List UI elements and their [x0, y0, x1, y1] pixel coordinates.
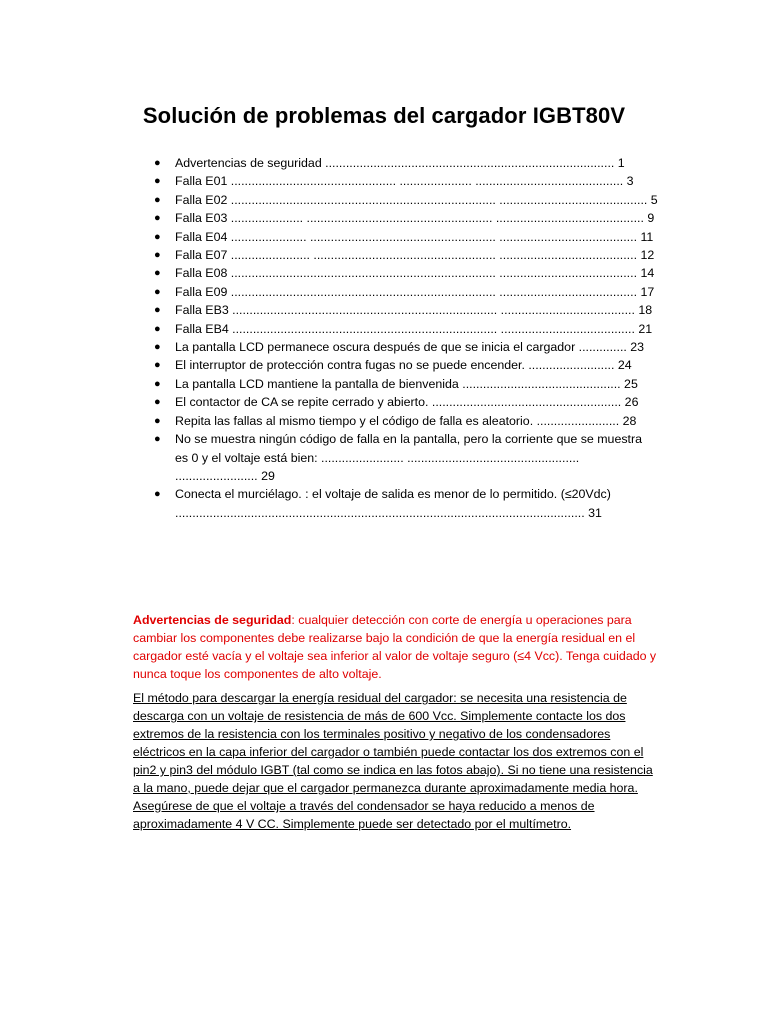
toc-item[interactable]: [150, 228, 654, 246]
bullet-icon: ●: [154, 322, 161, 335]
discharge-method-text: extremos de la resistencia con los terminales positivo y negativo de los condensadores: [133, 727, 611, 741]
toc-item[interactable]: [150, 283, 655, 301]
toc-item[interactable]: [150, 412, 637, 430]
toc-item[interactable]: [150, 393, 639, 411]
toc-item-text: La pantalla LCD mantiene la pantalla de bienvenida .............................................. 25: [175, 376, 638, 391]
toc-item-text: es 0 y el voltaje está bien: ........................ ..................................................: [175, 450, 580, 465]
bullet-icon: ●: [154, 341, 161, 354]
bullet-icon: ●: [154, 193, 161, 206]
safety-warning-text: nunca toque los componentes de alto voltaje.: [133, 667, 382, 681]
toc-item-text: Falla E09 ............................................................................. ........................................ 17: [175, 284, 655, 299]
bullet-icon: ●: [154, 433, 161, 446]
toc-item-text: ........................ 29: [175, 468, 275, 483]
toc-item[interactable]: [150, 356, 630, 374]
toc-item[interactable]: [150, 246, 655, 264]
toc-item-text: Falla EB3 ............................................................................. ....................................... 18: [175, 303, 653, 318]
toc-item[interactable]: [150, 375, 638, 393]
toc-item-text: El contactor de CA se repite cerrado y abierto. ....................................................... 26: [175, 395, 639, 410]
toc-item[interactable]: [150, 338, 645, 356]
toc-item[interactable]: [150, 430, 642, 485]
toc-item-text: La pantalla LCD permanece oscura después de que se inicia el cargador .............. 23: [175, 340, 645, 355]
toc-item-text: Falla E07 ....................... ..................................................... ........................................ 12: [175, 248, 655, 263]
toc-item-text: Falla EB4 ............................................................................. ....................................... 21: [175, 321, 653, 336]
toc-item-text: Falla E04 ...................... ...................................................... ........................................ 11: [175, 229, 654, 244]
toc-item-text: El interruptor de protección contra fugas no se puede encender. ......................... 24: [175, 358, 632, 373]
table-of-contents: [150, 154, 658, 522]
toc-item[interactable]: [150, 485, 630, 522]
toc-item-text: Repita las fallas al mismo tiempo y el código de falla es aleatorio. ........................ 28: [175, 413, 637, 428]
bullet-icon: ●: [154, 230, 161, 243]
bullet-icon: ●: [154, 414, 161, 427]
page-title: Solución de problemas del cargador IGBT80V: [142, 102, 626, 128]
bullet-icon: ●: [154, 488, 161, 501]
safety-warning-text: cargador esté vacía y el voltaje sea inferior al valor de voltaje seguro (≤4 Vcc). Tenga cuidado y: [133, 649, 657, 663]
discharge-method-text: a la mano, puede dejar que el cargador permanezca durante aproximadamente media hora.: [133, 781, 638, 795]
bullet-icon: ●: [154, 285, 161, 298]
toc-item-text: Falla E08 ............................................................................. ........................................ 14: [175, 266, 655, 281]
toc-item[interactable]: [150, 154, 630, 172]
bullet-icon: ●: [154, 396, 161, 409]
discharge-method-text: aproximadamente 4 V CC. Simplemente puede ser detectado por el multímetro.: [133, 817, 572, 831]
toc-item[interactable]: [150, 301, 653, 319]
bullet-icon: ●: [154, 212, 161, 225]
toc-item-text: ....................................................................................................................... 31: [175, 505, 602, 520]
discharge-method-text: eléctricos en la capa inferior del cargador o también puede contactar los dos extremos con el: [133, 745, 644, 759]
discharge-method-paragraph: [133, 689, 653, 833]
toc-item[interactable]: [150, 191, 658, 209]
bullet-icon: ●: [154, 267, 161, 280]
discharge-method-text: El método para descargar la energía residual del cargador: se necesita una resistencia de: [133, 691, 627, 705]
toc-item-text: Advertencias de seguridad .................................................................................... 1: [175, 156, 625, 170]
toc-item[interactable]: [150, 172, 634, 190]
toc-item-text: Falla E03 ..................... ...................................................... ........................................... 9: [175, 211, 655, 226]
bullet-icon: ●: [154, 359, 161, 372]
discharge-method-text: descarga con un voltaje de resistencia de más de 600 Vcc. Simplemente contacte los dos: [133, 709, 626, 723]
bullet-icon: ●: [154, 304, 161, 317]
toc-item[interactable]: [150, 209, 655, 227]
safety-warning-lead: Advertencias de seguridad: [133, 613, 292, 627]
toc-item-text: No se muestra ningún código de falla en la pantalla, pero la corriente que se muestra: [175, 432, 642, 447]
toc-item-text: Falla E01 ................................................ ..................... ........................................... 3: [175, 174, 634, 189]
bullet-icon: ●: [154, 249, 161, 262]
discharge-method-text: Asegúrese de que el voltaje a través del condensador se haya reducido a menos de: [133, 799, 595, 813]
toc-item[interactable]: [150, 264, 655, 282]
toc-item[interactable]: [150, 320, 653, 338]
discharge-method-text: pin2 y pin3 del módulo IGBT (tal como se indica en las fotos abajo). Si no tiene una resistencia: [133, 763, 653, 777]
bullet-icon: ●: [154, 175, 161, 188]
toc-item-text: Conecta el murciélago. : el voltaje de salida es menor de lo permitido. (≤20Vdc): [175, 487, 611, 502]
bullet-icon: ●: [154, 377, 161, 390]
safety-warning-text: cambiar los componentes debe realizarse bajo la condición de que la energía residual en el: [133, 631, 636, 645]
safety-warning-paragraph: [133, 611, 657, 683]
bullet-icon: ●: [154, 157, 161, 169]
safety-warning-text: : cualquier detección con corte de energía u operaciones para: [291, 613, 632, 627]
toc-item-text: Falla E02 ............................................................................. ........................................... 5: [175, 192, 658, 207]
